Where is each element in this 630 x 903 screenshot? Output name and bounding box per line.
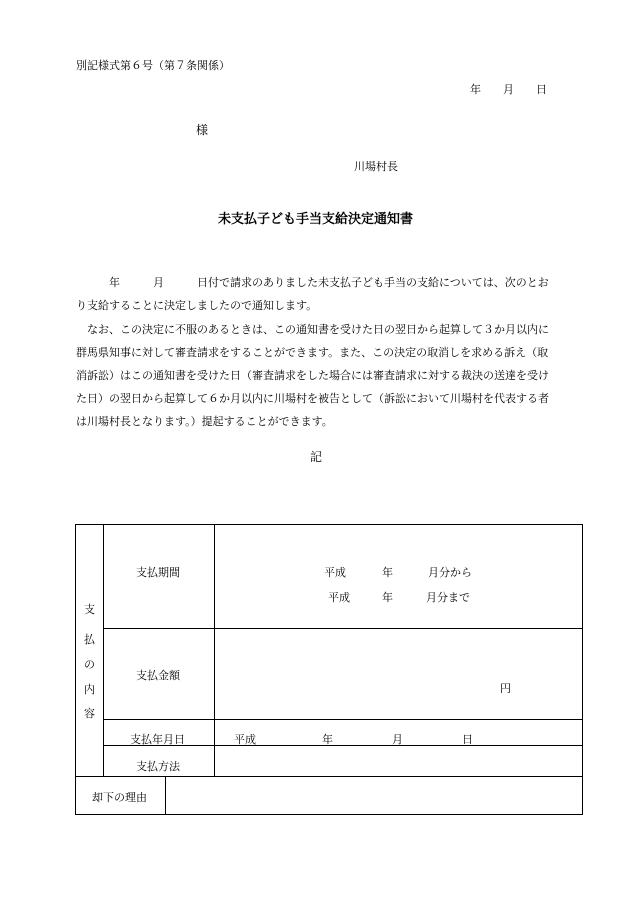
side-label-char: の [84,658,95,671]
side-label-char: 容 [84,707,95,720]
side-label-char: 支 [84,603,95,616]
period-label: 支払期間 [136,566,180,579]
notice-paragraph: 年 月 日付で請求のありました未支払子ども手当の支給については、次のとおり支給することに決定しましたので通知します。 [76,276,549,312]
amount-label: 支払金額 [136,669,180,682]
payment-date-era: 平成 [234,733,256,746]
ki-heading: 記 [310,450,323,464]
period-from-era: 平成 [324,566,346,579]
side-label-char: 払 [84,633,95,646]
form-number-label: 別記様式第６号（第７条関係） [76,59,230,72]
rejection-reason-label: 却下の理由 [92,791,147,804]
period-from-month: 月分から [428,566,472,579]
date-line: 年 月 日 [470,83,547,96]
document-title: 未支払子ども手当支給決定通知書 [218,212,414,227]
period-to-era: 平成 [328,591,350,604]
payment-date-month: 月 [392,733,403,746]
payment-date-year: 年 [322,733,333,746]
payment-date-label: 支払年月日 [130,733,185,746]
issuer-name: 川場村長 [354,160,398,173]
recipient-suffix: 様 [196,123,209,137]
payment-details-table [75,524,583,815]
amount-unit: 円 [500,682,511,695]
period-to-month: 月分まで [426,591,470,604]
payment-date-day: 日 [462,733,473,746]
appeal-paragraph: なお、この決定に不服のあるときは、この通知書を受けた日の翌日から起算して３か月以内に群馬県知事に対して審査請求をすることができます。また、この決定の取消しを求める訴え（取消訴訟）はこの通知書を受けた日（審査請求をした場合には審査請求に対する裁決の送達を受けた日）の翌日から起算して６か月以内に川場村を被告として（訴訟において川場村を代表する者は川場村長となります。）提起することができます。 [76,323,549,428]
payment-method-label: 支払方法 [136,760,180,773]
period-from-year: 年 [382,566,393,579]
side-label-char: 内 [84,683,95,696]
period-to-year: 年 [382,591,393,604]
